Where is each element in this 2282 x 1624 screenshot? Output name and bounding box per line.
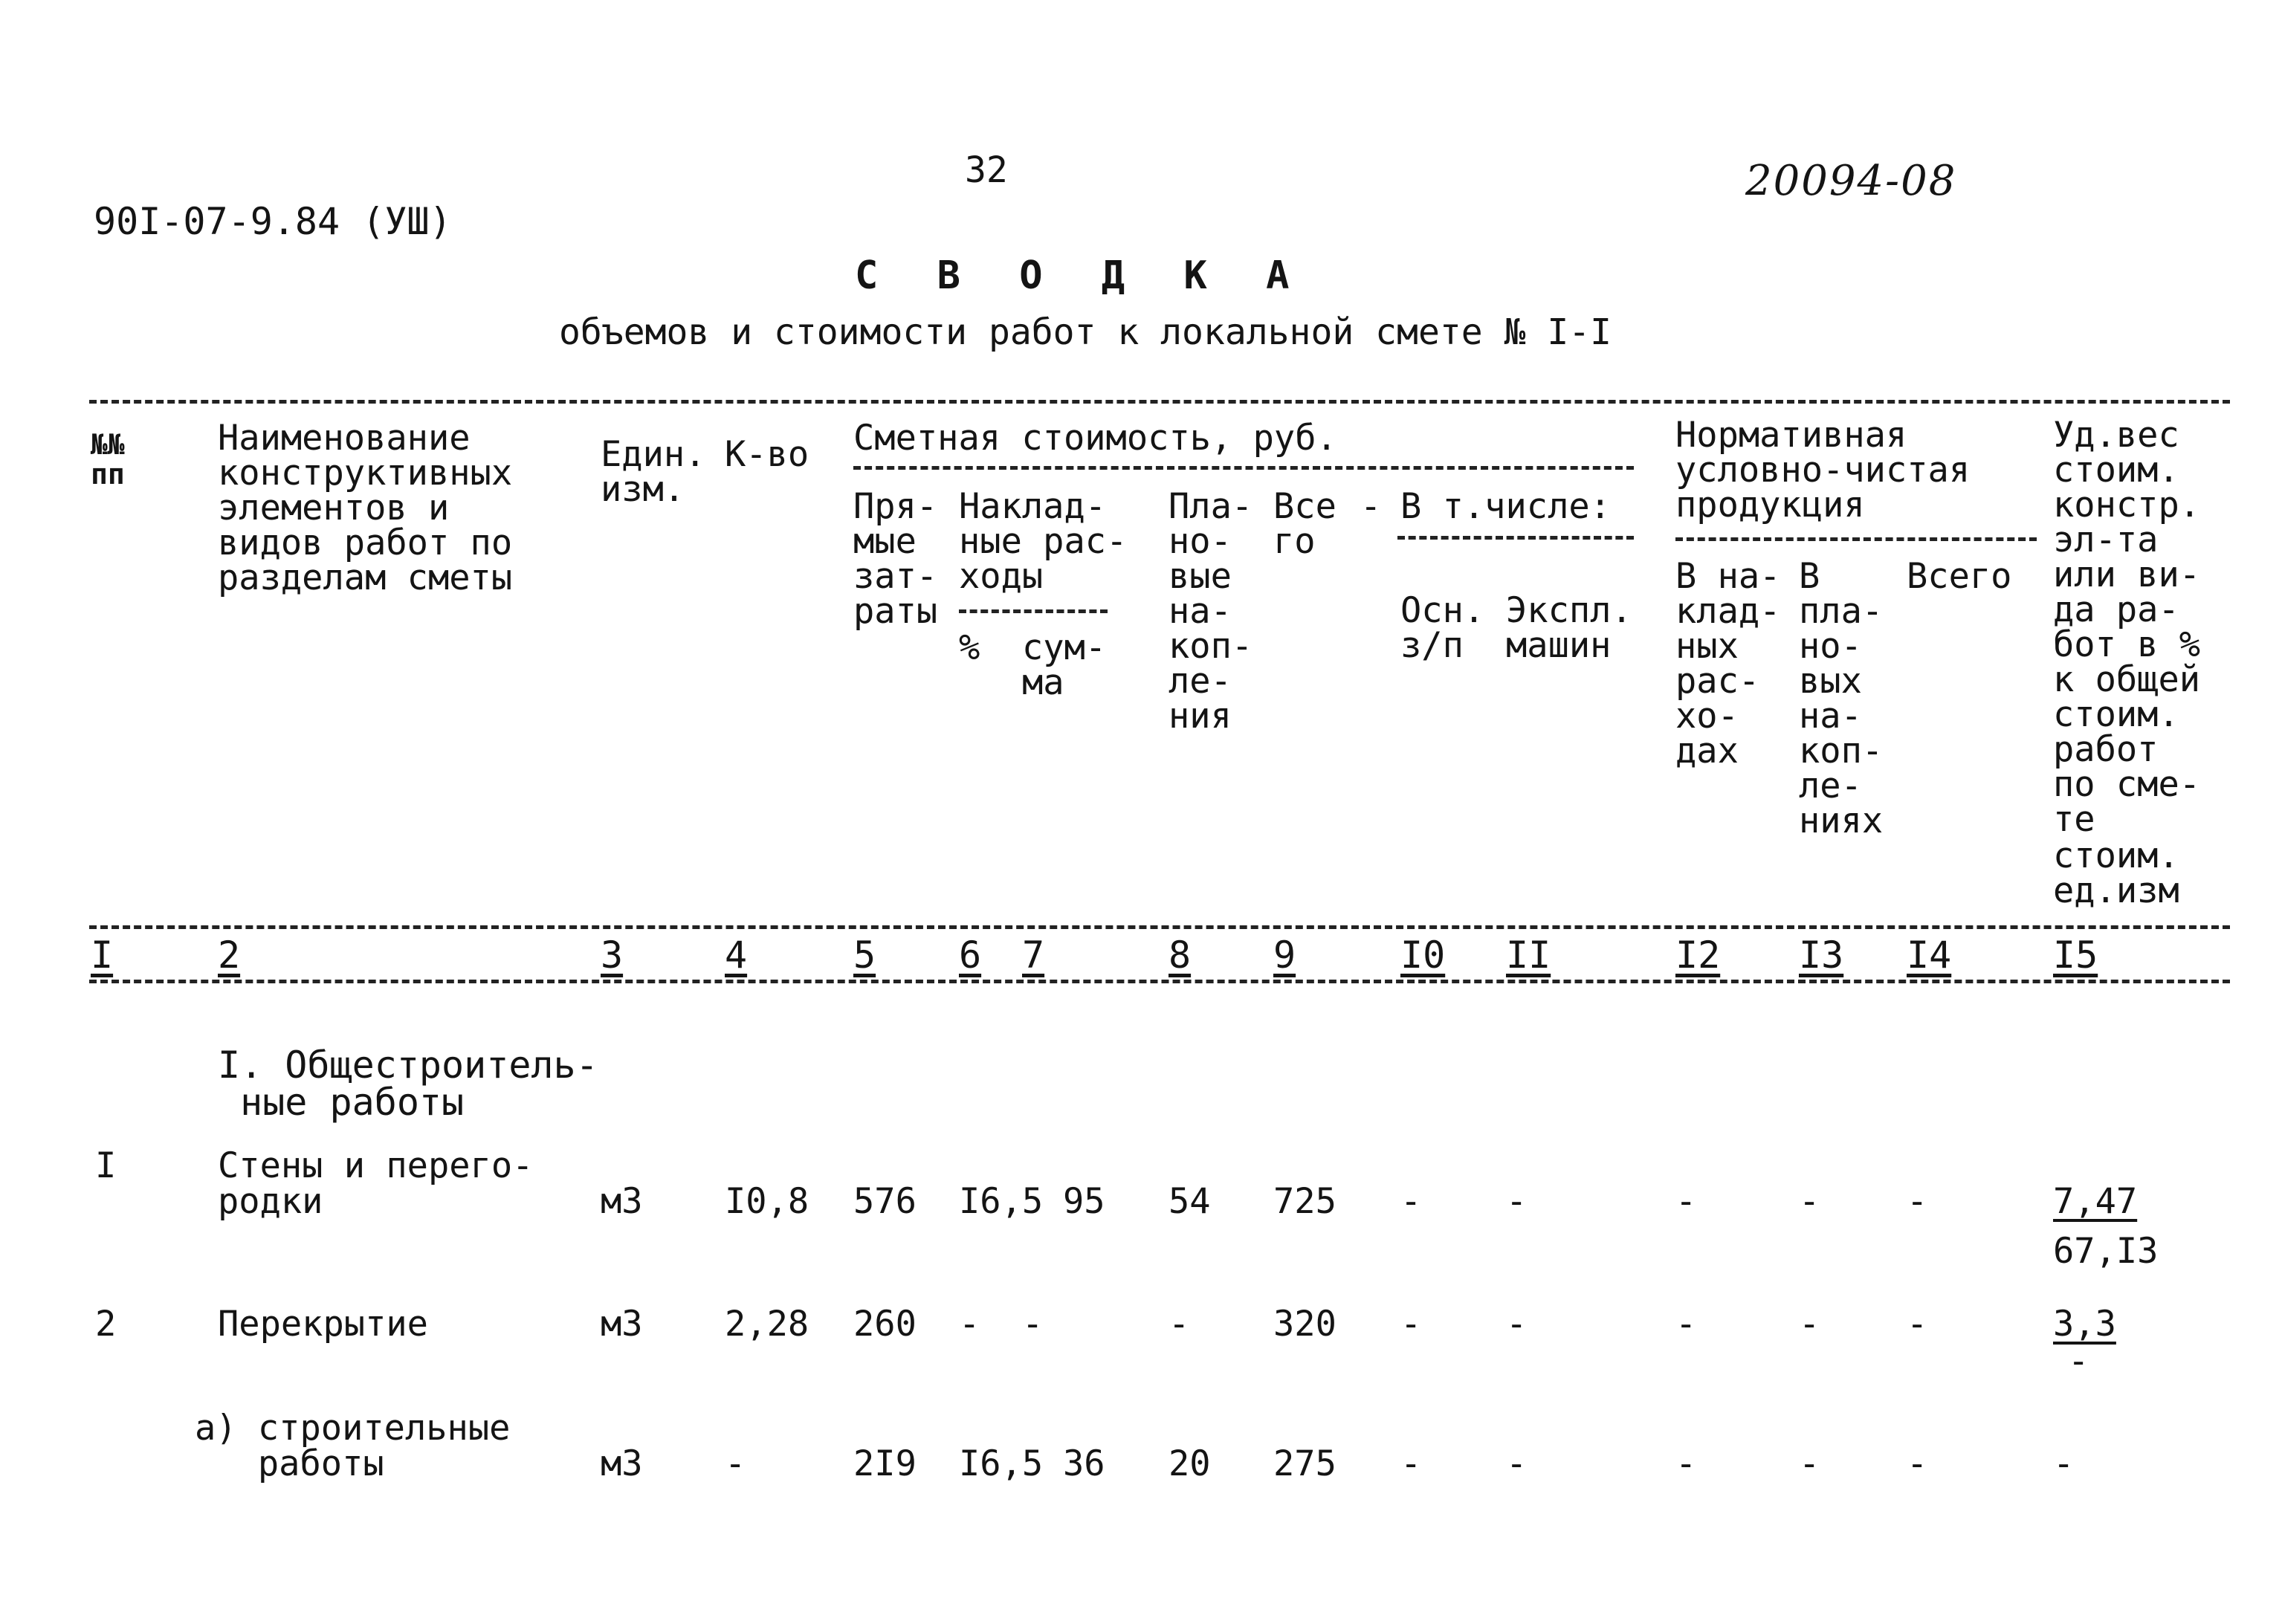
row-total: 275 (1273, 1443, 1336, 1484)
row-in-planned: - (1799, 1304, 1820, 1345)
column-number: 3 (601, 934, 624, 977)
column-number: 2 (218, 934, 241, 977)
header-col-sum: сум- ма (1022, 627, 1107, 703)
column-number: I3 (1799, 934, 1844, 977)
column-number: I (91, 934, 114, 977)
column-number: 7 (1022, 934, 1045, 977)
row-share-denom: 67,I3 (2053, 1231, 2159, 1272)
row-total: 320 (1273, 1304, 1336, 1345)
column-number: I2 (1675, 934, 1721, 977)
document-code: 90I-07-9.84 (УШ) (94, 200, 452, 243)
row-wages: - (1400, 1304, 1422, 1345)
column-number: I0 (1400, 934, 1446, 977)
row-pct: I6,5 (959, 1443, 1044, 1484)
header-col-share: Уд.вес стоим. констр. эл-та или ви- да ра- бот в % к общей стоим. работ по сме- те (2053, 415, 2201, 840)
page-number: 32 (965, 149, 1008, 191)
column-number: 8 (1169, 934, 1192, 977)
column-numbers-rule (89, 980, 2230, 983)
column-number: 9 (1273, 934, 1296, 977)
header-group-cost: Сметная стоимость, руб. (853, 418, 1337, 459)
row-direct: 576 (853, 1181, 917, 1222)
row-wages: - (1400, 1181, 1422, 1222)
row-norm-total: - (1907, 1443, 1928, 1484)
row-sum: 36 (1063, 1443, 1105, 1484)
header-col-in-overhead: В на- клад- ных рас- хо- дах (1675, 556, 1781, 771)
header-col-pct: % (959, 627, 980, 668)
header-col-planned: Пла- но- вые на- коп- ле- ния (1169, 486, 1253, 737)
row-share: 7,47 (2053, 1181, 2138, 1222)
row-planned: - (1169, 1304, 1190, 1345)
row-no: 2 (95, 1304, 117, 1345)
row-sum: - (1022, 1304, 1044, 1345)
header-group-incl: В т.числе: (1400, 486, 1611, 527)
document-subtitle: объемов и стоимости работ к локальной смете № I-I (559, 311, 1612, 353)
row-pct: - (959, 1304, 980, 1345)
column-number: II (1506, 934, 1551, 977)
row-share: 3,3 (2053, 1304, 2116, 1345)
incl-group-rule (1397, 536, 1634, 540)
header-col-no: №№ пп (91, 428, 125, 491)
column-number: 5 (853, 934, 876, 977)
row-qty: I0,8 (725, 1181, 809, 1222)
row-machines: - (1506, 1443, 1528, 1484)
row-no: I (95, 1145, 117, 1186)
column-number: I4 (1907, 934, 1952, 977)
row-in-planned: - (1799, 1181, 1820, 1222)
column-number: 4 (725, 934, 748, 977)
header-col-name: Наименование конструктивных элементов и видов работ по разделам сметы (218, 418, 513, 598)
row-total: 725 (1273, 1181, 1336, 1222)
row-planned: 54 (1169, 1181, 1211, 1222)
row-machines: - (1506, 1181, 1528, 1222)
section-title: I. Общестроитель- ные работы (218, 1044, 598, 1124)
column-number: 6 (959, 934, 982, 977)
handwritten-number: 20094-08 (1745, 157, 1957, 205)
row-norm-total: - (1907, 1181, 1928, 1222)
norm-group-rule (1675, 537, 2037, 541)
row-direct: 260 (853, 1304, 917, 1345)
header-col-machines: Экспл. машин (1506, 590, 1632, 666)
header-col-share-denom: стоим. ед.изм (2053, 835, 2179, 911)
document-title: С В О Д К А (855, 253, 1308, 298)
header-col-total: Все го (1273, 486, 1336, 562)
row-in-overhead: - (1675, 1181, 1697, 1222)
row-name: Перекрытие (218, 1304, 428, 1345)
table-top-rule (89, 400, 2230, 404)
header-col-qty: К-во (725, 434, 809, 475)
header-col-wages: Осн. з/п (1400, 590, 1485, 666)
row-unit: м3 (601, 1304, 643, 1345)
header-col-norm-total: Всего (1907, 556, 2012, 597)
column-number: I5 (2053, 934, 2098, 977)
header-group-overhead: Наклад- ные рас- ходы (959, 486, 1128, 597)
header-bottom-rule (89, 925, 2230, 929)
row-name: а) строительные работы (195, 1408, 511, 1484)
row-name: Стены и перего- родки (218, 1145, 534, 1222)
row-qty: 2,28 (725, 1304, 809, 1345)
cost-group-rule (853, 466, 1634, 470)
overhead-group-rule (959, 609, 1108, 613)
row-machines: - (1506, 1304, 1528, 1345)
row-in-overhead: - (1675, 1443, 1697, 1484)
row-norm-total: - (1907, 1304, 1928, 1345)
header-group-norm: Нормативная условно-чистая продукция (1675, 415, 1971, 525)
header-total-dash: - (1360, 486, 1382, 527)
header-col-unit: Един. изм. (601, 434, 706, 510)
row-in-planned: - (1799, 1443, 1820, 1484)
row-unit: м3 (601, 1443, 643, 1484)
header-col-direct: Пря- мые зат- раты (853, 486, 938, 632)
header-col-in-planned: В пла- но- вых на- коп- ле- ниях (1799, 556, 1884, 841)
row-in-overhead: - (1675, 1304, 1697, 1345)
row-pct: I6,5 (959, 1181, 1044, 1222)
row-wages: - (1400, 1443, 1422, 1484)
row-share: - (2053, 1443, 2075, 1484)
row-qty: - (725, 1443, 746, 1484)
row-share-denom: - (2068, 1341, 2089, 1382)
row-unit: м3 (601, 1181, 643, 1222)
row-planned: 20 (1169, 1443, 1211, 1484)
row-direct: 2I9 (853, 1443, 917, 1484)
row-sum: 95 (1063, 1181, 1105, 1222)
